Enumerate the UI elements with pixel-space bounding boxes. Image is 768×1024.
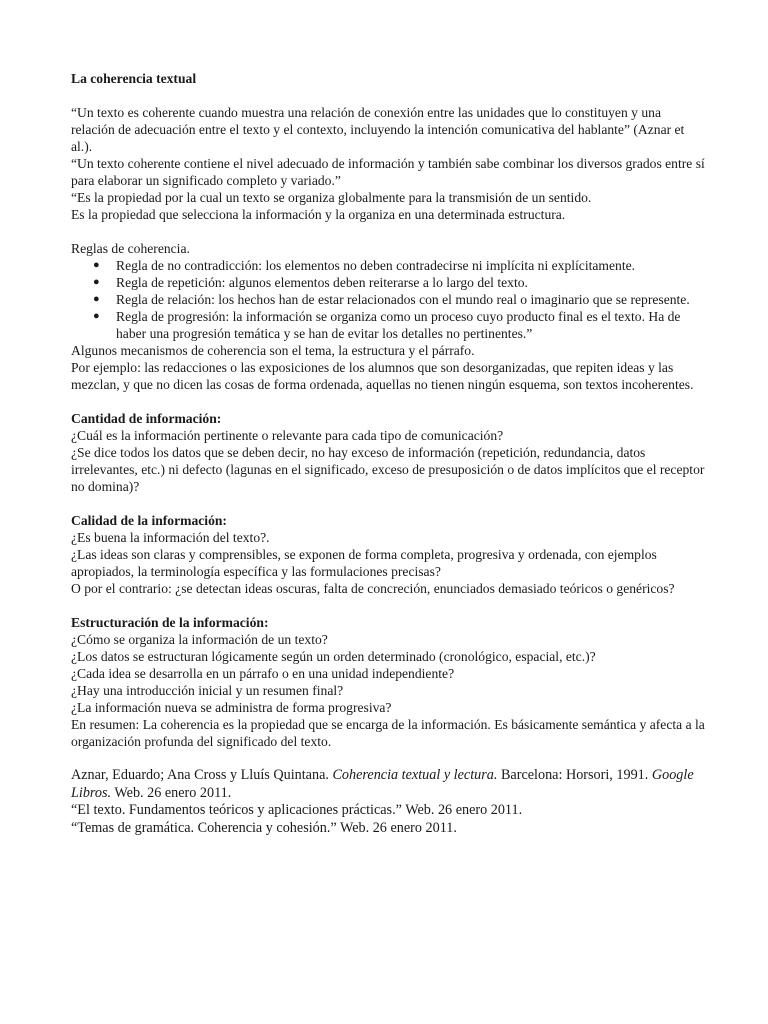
estructuracion-section — [71, 614, 708, 750]
section-line: O por el contrario: ¿se detectan ideas oscuras, falta de concreción, enunciados demasiado teóricos o genéricos? — [71, 581, 675, 596]
section-line: ¿Es buena la información del texto?. — [71, 530, 270, 545]
reference-publisher: Barcelona: Horsori, 1991. — [500, 767, 649, 783]
bullet-icon: ● — [93, 259, 100, 271]
references-section — [71, 767, 708, 837]
cantidad-section — [71, 410, 708, 495]
spacer — [71, 223, 708, 240]
spacer — [71, 750, 708, 767]
section-line: ¿La información nueva se administra de forma progresiva? — [71, 700, 392, 715]
intro-paragraph: “Un texto es coherente cuando muestra una relación de conexión entre las unidades que lo constituyen y una relación de adecuación entre el texto y el contexto, incluyendo la intención comunicativa del hablante” (Aznar et al.). — [71, 105, 685, 154]
bullet-icon: ● — [93, 310, 100, 322]
rule-item — [71, 274, 708, 291]
section-line: ¿Cómo se organiza la información de un texto? — [71, 632, 328, 647]
rules-heading: Reglas de coherencia. — [71, 241, 190, 256]
rule-item — [71, 257, 708, 274]
reference-title: Coherencia textual y lectura. — [332, 767, 498, 783]
section-heading: Cantidad de información: — [71, 411, 222, 426]
rules-section — [71, 240, 708, 393]
rule-text: Regla de progresión: la información se organiza como un proceso cuyo producto final es el texto. Ha de haber una progresión temática y se han de evitar los detalles no pertinentes.” — [116, 309, 681, 341]
spacer — [71, 597, 708, 614]
reference-entry: “Temas de gramática. Coherencia y cohesión.” Web. 26 enero 2011. — [71, 819, 457, 836]
section-heading: Estructuración de la información: — [71, 615, 269, 630]
section-line: ¿Hay una introducción inicial y un resumen final? — [71, 683, 344, 698]
bullet-icon: ● — [93, 293, 100, 305]
section-line: ¿Las ideas son claras y comprensibles, se exponen de forma completa, progresiva y ordenada, con ejemplos apropiados, la terminología específica y las formulaciones precisas? — [71, 547, 657, 579]
intro-paragraph: “Es la propiedad por la cual un texto se organiza globalmente para la transmisión de un sentido. — [71, 190, 592, 205]
rule-text: Regla de relación: los hechos han de estar relacionados con el mundo real o imaginario que se represente. — [116, 292, 690, 307]
intro-section — [71, 104, 708, 223]
spacer — [71, 495, 708, 512]
section-line: ¿Cuál es la información pertinente o relevante para cada tipo de comunicación? — [71, 428, 504, 443]
reference-authors: Aznar, Eduardo; Ana Cross y Lluís Quintana. — [71, 767, 329, 783]
document-title: La coherencia textual — [71, 71, 197, 86]
rule-text: Regla de no contradicción: los elementos no deben contradecirse ni implícita ni explícitamente. — [116, 258, 636, 273]
rules-example: Por ejemplo: las redacciones o las exposiciones de los alumnos que son desorganizadas, que repiten ideas y las mezclan, y que no dicen las cosas de forma ordenada, aquellas no tienen ningún esquema, son textos incoherentes. — [71, 360, 694, 392]
summary-paragraph: En resumen: La coherencia es la propiedad que se encarga de la información. Es básicamente semántica y afecta a la organización profunda del significado del texto. — [71, 717, 705, 749]
rule-text: Regla de repetición: algunos elementos deben reiterarse a lo largo del texto. — [116, 275, 528, 290]
section-line: ¿Los datos se estructuran lógicamente según un orden determinado (cronológico, espacial, etc.)? — [71, 649, 596, 664]
bullet-icon: ● — [93, 276, 100, 288]
rule-item — [71, 291, 708, 308]
spacer — [71, 393, 708, 410]
section-line: ¿Se dice todos los datos que se deben decir, no hay exceso de información (repetición, redundancia, datos irrelevantes, etc.) ni defecto (lagunas en el significado, exceso de presuposición o de datos implícitos que el receptor no domina)? — [71, 445, 705, 494]
intro-paragraph: “Un texto coherente contiene el nivel adecuado de información y también sabe combinar los diversos grados entre sí para elaborar un significado completo y variado.” — [71, 156, 705, 188]
intro-paragraph: Es la propiedad que selecciona la información y la organiza en una determinada estructura. — [71, 207, 566, 222]
reference-access: Web. 26 enero 2011. — [114, 784, 232, 801]
section-heading: Calidad de la información: — [71, 513, 227, 528]
rules-note: Algunos mecanismos de coherencia son el tema, la estructura y el párrafo. — [71, 343, 475, 358]
rule-item — [71, 308, 708, 342]
section-line: ¿Cada idea se desarrolla en un párrafo o en una unidad independiente? — [71, 666, 455, 681]
rules-list — [71, 257, 708, 342]
reference-entry — [71, 767, 708, 802]
reference-entry: “El texto. Fundamentos teóricos y aplicaciones prácticas.” Web. 26 enero 2011. — [71, 802, 523, 818]
calidad-section — [71, 512, 708, 597]
reference-source: Google Libros. — [71, 767, 694, 801]
